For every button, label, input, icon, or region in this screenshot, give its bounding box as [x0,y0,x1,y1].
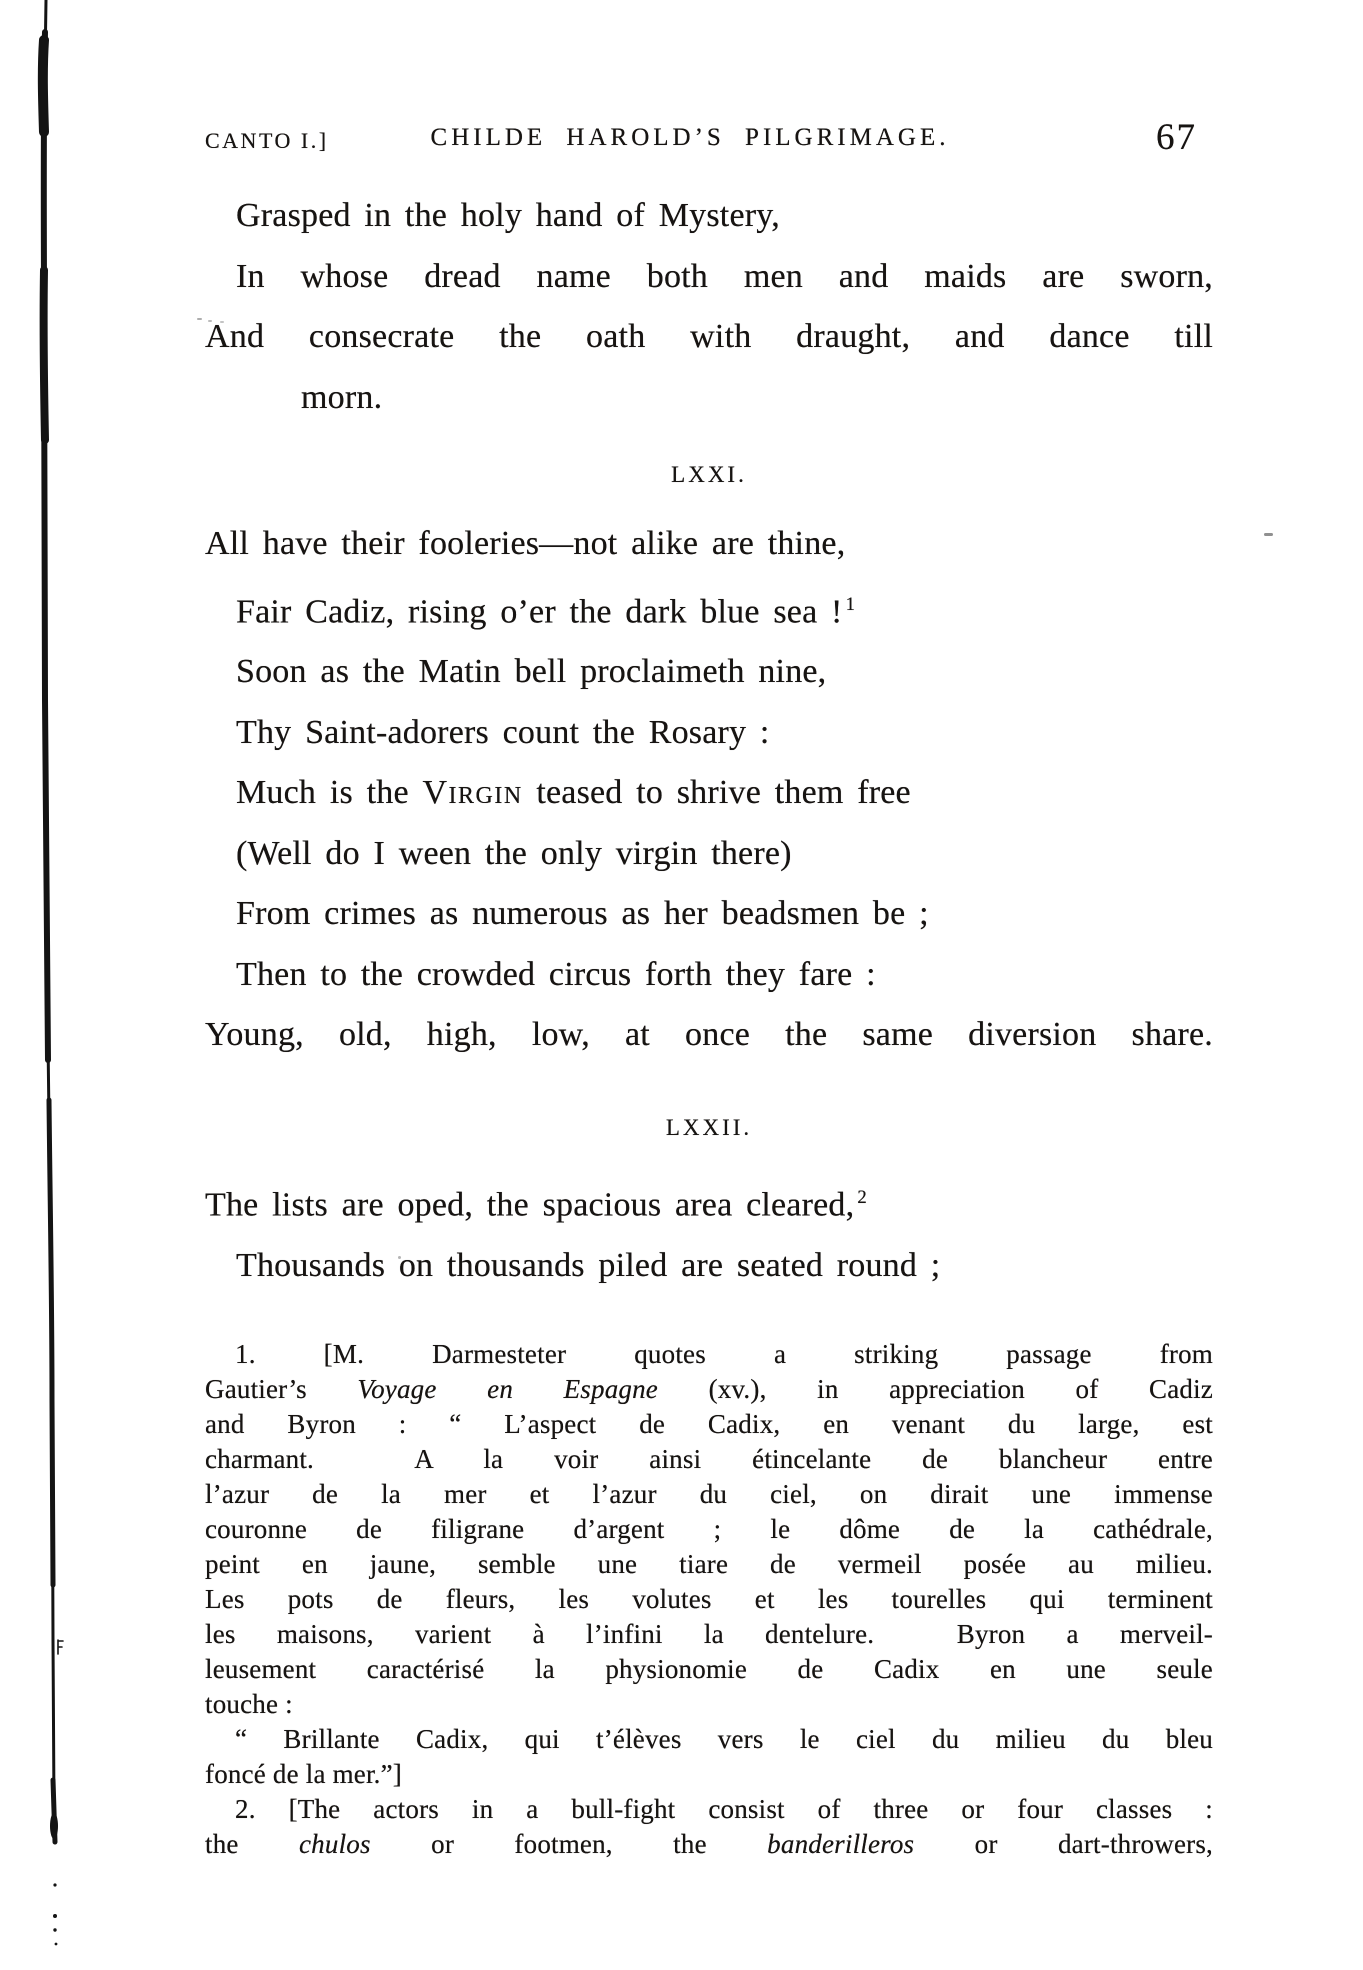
verse-line: And consecrate the oath with draught, and dance till [205,318,1213,355]
stanza-lxxi [205,514,1213,1066]
verse-line [205,1168,1213,1236]
verse-text: Fair Cadiz, rising o’er the dark blue sea ! [236,592,843,630]
verse-line: From crimes as numerous as her beadsmen be ; [236,895,929,933]
verse-line: Grasped in the holy hand of Mystery, [236,197,780,234]
footnote-text: Gautier’s [205,1374,358,1404]
footnote-1-line: l’azur de la mer et l’azur du ciel, on dirait une immense [205,1479,1213,1509]
verse-line: Young, old, high, low, at once the same diversion share. [205,1016,1213,1054]
footnotes [205,1337,1213,1862]
verse-line: morn. [301,378,383,416]
footnote-text: or footmen, the [370,1829,768,1859]
stanza-lxx-end [205,186,1213,428]
footnote-1-line: charmant. A la voir ainsi étincelante de blancheur entre [205,1444,1213,1474]
page-number: 67 [1156,117,1197,158]
footnote-1-line: and Byron : “ L’aspect de Cadix, en venant du large, est [205,1409,1213,1439]
footnote-text: the [205,1829,299,1859]
italic-title: Voyage en Espagne [357,1374,658,1404]
footnote-text: or dart-throwers, [914,1829,1213,1859]
verse-line: Thousands on thousands piled are seated round ; [236,1246,941,1284]
scan-gutter-artifact [0,0,180,1970]
stanza-lxxii [205,1168,1213,1296]
footnote-2-line [205,1827,1213,1862]
smallcaps-virgin: Virgin [422,774,523,812]
verse-line: (Well do I ween the only virgin there) [236,834,792,872]
stanza-heading-lxxii: LXXII. [665,1115,753,1140]
running-head-canto: CANTO I.] [205,128,329,153]
verse-line [236,575,1213,643]
italic-term: banderilleros [767,1829,915,1859]
footnote-2-line: 2. [The actors in a bull-fight consist of three or four classes : [235,1794,1213,1824]
footnote-1-line: peint en jaune, semble une tiare de vermeil posée au milieu. [205,1549,1213,1579]
verse-line: In whose dread name both men and maids are sworn, [236,257,1213,295]
verse-line: All have their fooleries—not alike are thine, [205,525,846,562]
footnote-1-line [205,1372,1213,1407]
footnote-1-line: leusement caractérisé la physionomie de Cadix en une seule [205,1654,1213,1684]
footnote-1-line: “ Brillante Cadix, qui t’élèves vers le ciel du milieu du bleu [235,1724,1213,1754]
verse-line: Thy Saint-adorers count the Rosary : [236,713,770,751]
ink-speck [197,318,202,320]
verse-text: The lists are oped, the spacious area cleared, [205,1186,855,1224]
verse-line: Then to the crowded circus forth they fare : [236,955,876,993]
footnote-1-line: foncé de la mer.”] [205,1759,402,1789]
footnote-ref-1: 1 [845,593,856,615]
verse-text: teased to shrive them free [522,774,911,812]
running-head-title: CHILDE HAROLD’S PILGRIMAGE. [430,124,950,151]
italic-term: chulos [299,1829,371,1859]
footnote-1-line: Les pots de fleurs, les volutes et les tourelles qui terminent [205,1584,1213,1614]
verse-line [236,763,1213,824]
footnote-1-line: les maisons, varient à l’infini la dentelure. Byron a merveil- [205,1619,1213,1649]
footnote-ref-2: 2 [857,1187,867,1208]
verse-text: Much is the [236,774,423,812]
ink-speck [1264,533,1273,536]
footnote-text: (xv.), in appreciation of Cadiz [658,1374,1213,1404]
verse-line: Soon as the Matin bell proclaimeth nine, [236,653,827,691]
footnote-1-line: couronne de filigrane d’argent ; le dôme de la cathédrale, [205,1514,1213,1544]
footnote-1-line: touche : [205,1689,293,1719]
footnote-1-line: 1. [M. Darmesteter quotes a striking passage from [235,1339,1213,1369]
stanza-heading-lxxi: LXXI. [671,462,747,487]
